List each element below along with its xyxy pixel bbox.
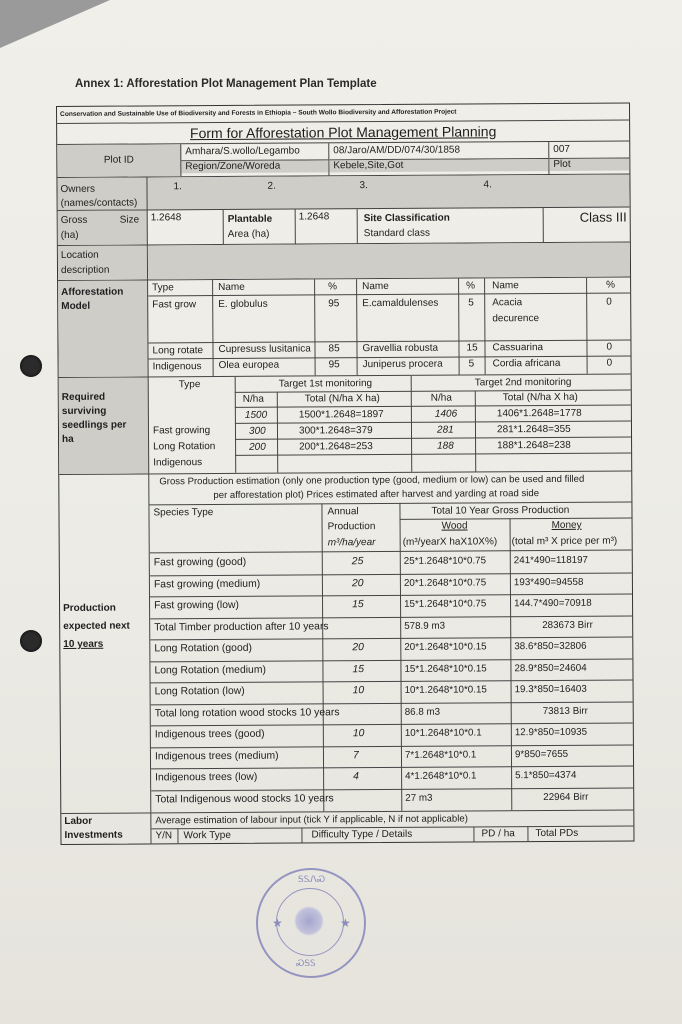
production-money: 5.1*850=4374 (515, 769, 577, 782)
labor-h-work: Work Type (183, 829, 231, 842)
production-species: Fast growing (medium) (153, 578, 261, 590)
production-h-wood: Wood (441, 520, 468, 532)
plot-value: 007 (553, 143, 570, 155)
production-money: 283673 Birr (542, 619, 593, 631)
gross-label: Gross (60, 214, 88, 226)
production-row-divider (150, 636, 632, 640)
labor-label-cell (61, 813, 151, 844)
annex-title: Annex 1: Afforestation Plot Management Plan Template (75, 78, 377, 90)
seedlings-h-target2: Target 2nd monitoring (474, 376, 572, 389)
project-header: Conservation and Sustainable Use of Biodiversity and Forests in Ethiopia – South Wollo Biodiversity and Afforestation Project (60, 108, 457, 118)
location-label-cell (58, 245, 148, 280)
production-row-divider (151, 765, 633, 769)
seedlings-h-nha-2: N/ha (430, 392, 452, 404)
model-row-name-1: Cupresuss lusitanica (218, 343, 311, 356)
production-annual: 15 (352, 599, 364, 611)
area-label: Area (ha) (227, 228, 270, 240)
site-class-cell (358, 208, 544, 243)
seedlings-h-type: Type (178, 379, 201, 391)
production-total-label: Total long rotation wood stocks 10 years (154, 706, 340, 719)
production-money: 9*850=7655 (514, 748, 569, 760)
seedlings-label-a: Required (61, 391, 106, 403)
model-h-pct-1: % (328, 281, 338, 293)
production-wood: 10*1.2648*10*0.15 (404, 684, 487, 696)
production-money: 193*490=94558 (513, 576, 584, 588)
production-money: 19.3*850=16403 (514, 683, 587, 696)
plot-cell (549, 141, 629, 173)
kebele-label: Kebele,Site,Got (329, 159, 548, 172)
model-h-type: Type (152, 282, 174, 294)
production-species: Indigenous trees (medium) (154, 750, 279, 762)
model-row-name-2: E.camaldulenses (362, 297, 439, 310)
production-row-divider (151, 701, 633, 705)
model-label: Afforestation (61, 286, 124, 298)
model-row-pct-3: 0 (606, 357, 613, 369)
model-row-pct-1: 95 (328, 359, 340, 371)
production-species: Indigenous trees (good) (154, 728, 265, 741)
plot-id-label: Plot ID (57, 144, 181, 177)
model-row-type: Indigenous (152, 361, 202, 373)
model-h-pct-3: % (606, 279, 616, 291)
gross-size-label: Size (119, 214, 140, 226)
seedlings-row-n1: 300 (248, 425, 266, 437)
production-total-label: Total Indigenous wood stocks 10 years (155, 792, 334, 805)
production-label-c: 10 years (63, 638, 104, 650)
standard-class-label: Standard class (363, 227, 430, 240)
production-wood: 20*1.2648*10*0.15 (404, 641, 487, 653)
gross-value: 1.2648 (148, 210, 224, 244)
production-money: 12.9*850=10935 (514, 726, 588, 739)
production-species: Long Rotation (medium) (154, 664, 266, 676)
model-row-pct-1: 85 (328, 343, 340, 355)
production-annual: 15 (352, 663, 365, 675)
labor-label-b: Investments (64, 829, 123, 841)
model-row-type: Fast grow (152, 299, 197, 311)
production-wood: 7*1.2648*10*0.1 (404, 748, 477, 761)
production-label-cell (59, 474, 151, 813)
production-row-divider (151, 679, 633, 683)
kebele-value: 08/Jaro/AM/DD/074/30/1858 (333, 144, 461, 157)
production-wood: 25*1.2648*10*0.75 (403, 555, 487, 567)
location-label: Location (60, 249, 99, 261)
punch-hole-bottom (20, 630, 42, 652)
seedlings-row (59, 374, 632, 474)
model-row-name-3: Acacia (492, 297, 523, 309)
production-total-label: Total Timber production after 10 years (154, 620, 329, 633)
seedlings-label-b: surviving (61, 405, 107, 417)
plantable-label: Plantable (227, 213, 273, 225)
model-row-pct-3: 0 (606, 341, 613, 353)
model-row-pct-2: 5 (468, 358, 475, 370)
labor-row (61, 810, 633, 843)
seedlings-row-t2: 281*1.2648=355 (496, 423, 571, 436)
labor-h-yn: Y/N (155, 830, 173, 842)
production-wood: 578.9 m3 (404, 620, 446, 632)
owners-sublabel: (names/contacts) (60, 197, 138, 209)
location-row (58, 242, 630, 280)
production-h-annual-3: m³/ha/year (327, 537, 376, 549)
model-row-name-3: Cassuarina (492, 342, 544, 354)
seedlings-row-n1: 1500 (244, 409, 268, 421)
description-label: description (60, 264, 110, 276)
production-annual: 7 (352, 749, 359, 761)
seedlings-row-t1: 1500*1.2648=1897 (298, 409, 384, 421)
model-row-name-1: Olea europea (218, 359, 280, 372)
region-value: Amhara/S.wollo/Legambo (185, 145, 300, 158)
model-row-name-2: Gravellia robusta (362, 342, 439, 355)
production-note-2: per afforestation plot) Prices estimated after harvest and yarding at road side (213, 488, 540, 502)
labor-h-diff: Difficulty Type / Details (311, 828, 413, 841)
production-wood: 27 m3 (405, 792, 433, 804)
model-row-name-2: Juniperus procera (362, 358, 443, 371)
owner-1: 1. (173, 181, 182, 193)
production-money: 38.6*850=32806 (514, 640, 587, 653)
production-wood: 86.8 m3 (404, 706, 441, 718)
production-wood: 20*1.2648*10*0.75 (403, 576, 487, 589)
production-money: 28.9*850=24604 (514, 662, 587, 674)
model-row-name-3: Cordia africana (492, 357, 561, 370)
seedlings-row-n1: 200 (249, 441, 266, 453)
planning-form (56, 102, 635, 844)
production-table (149, 471, 633, 812)
seedlings-row-type: Long Rotation (153, 441, 216, 453)
owner-4: 4. (483, 179, 492, 191)
seedlings-row-type: Indigenous (153, 457, 203, 469)
production-money: 241*490=118197 (513, 554, 589, 567)
owners-label-cell (57, 177, 147, 210)
punch-hole-top (20, 355, 42, 377)
production-species: Long Rotation (good) (154, 642, 252, 655)
production-label-a: Production (63, 602, 116, 614)
production-row-divider (151, 722, 633, 726)
production-h-annual-2: Production (327, 521, 376, 533)
model-row-type: Long rotate (152, 345, 204, 357)
production-row (59, 471, 633, 813)
production-annual: 10 (352, 685, 365, 697)
model-sublabel: Model (61, 300, 91, 312)
owner-2: 2. (267, 180, 276, 192)
production-species: Long Rotation (low) (154, 685, 245, 698)
seedlings-h-total-1: Total (N/ha X ha) (304, 393, 380, 405)
location-value (148, 242, 630, 279)
production-species: Indigenous trees (low) (155, 771, 258, 784)
production-money: 144.7*490=70918 (514, 597, 592, 610)
production-h-total10: Total 10 Year Gross Production (431, 504, 570, 517)
owners-row (57, 174, 629, 210)
production-label-b: expected next (63, 620, 130, 632)
model-row-pct-3: 0 (606, 296, 612, 308)
production-annual: 25 (351, 556, 364, 568)
production-row-divider (151, 744, 633, 748)
labor-note: Average estimation of labour input (tick Y if applicable, N if not applicable) (155, 813, 468, 827)
seedlings-row-t1: 300*1.2648=379 (298, 425, 373, 437)
model-row-name-1: E. globulus (218, 298, 268, 311)
site-class-label: Site Classification (363, 212, 450, 225)
region-cell (181, 143, 329, 176)
class-value: Class III (579, 209, 627, 225)
production-money: 22964 Birr (543, 791, 589, 803)
region-label: Region/Zone/Woreda (181, 160, 328, 173)
model-row-pct-1: 95 (328, 298, 340, 310)
production-h-money-unit: (total m³ X price per m³) (511, 535, 618, 548)
production-h-annual-1: Annual (327, 506, 359, 518)
official-stamp: ★ ★ ᎦᏚᏁᏍ ᏍᎦᏚ (256, 868, 366, 978)
seedlings-label-c: seedlings per (61, 419, 127, 431)
model-h-name-2: Name (362, 280, 389, 293)
owner-3: 3. (359, 180, 368, 192)
seedlings-label-d: ha (62, 433, 74, 445)
labor-h-total: Total PDs (535, 827, 579, 840)
production-wood: 10*1.2648*10*0.1 (404, 727, 482, 739)
model-row-pct-2: 15 (466, 342, 478, 354)
production-note-1: Gross Production estimation (only one production type (good, medium or low) can be used and filled (159, 473, 585, 488)
production-species: Fast growing (low) (154, 599, 239, 612)
seedlings-h-nha-1: N/ha (242, 393, 264, 405)
plantable-value: 1.2648 (296, 209, 358, 243)
production-money: 73813 Birr (542, 705, 588, 717)
seedlings-row-n2: 188 (437, 440, 454, 452)
model-row-pct-2: 5 (468, 297, 474, 309)
seedlings-h-total-2: Total (N/ha X ha) (502, 391, 578, 404)
seedlings-row-type: Fast growing (152, 425, 211, 437)
plot-id-row (57, 141, 629, 177)
plot-label: Plot (549, 158, 629, 170)
plantable-cell (224, 210, 296, 244)
seedlings-row-n2: 281 (436, 424, 454, 436)
production-annual: 10 (352, 728, 365, 740)
labor-table (151, 810, 633, 843)
model-table (148, 277, 631, 376)
gross-unit-label: (ha) (60, 229, 79, 241)
production-h-species: Species Type (153, 507, 214, 519)
production-h-wood-unit: (m³/yearX haX10X%) (402, 536, 498, 548)
afforestation-model-row (58, 277, 631, 377)
seedlings-row-n2: 1406 (434, 408, 458, 420)
production-row-divider (150, 658, 632, 662)
folded-corner (0, 0, 110, 48)
form-title: Form for Afforestation Plot Management Planning (189, 123, 497, 142)
production-row-divider (150, 572, 632, 576)
gross-label-cell (58, 210, 148, 245)
model-row-name-3b: decurence (492, 313, 540, 325)
owners-values (147, 174, 629, 209)
model-h-name-3: Name (492, 280, 519, 292)
model-h-name-1: Name (218, 281, 245, 294)
production-wood: 4*1.2648*10*0.1 (405, 770, 477, 782)
owners-label: Owners (60, 183, 95, 195)
seedlings-row-t2: 1406*1.2648=1778 (496, 407, 582, 420)
production-h-money: Money (551, 519, 582, 531)
gross-size-row (58, 207, 630, 245)
model-h-pct-2: % (466, 280, 476, 292)
production-species: Fast growing (good) (153, 556, 247, 569)
production-wood: 15*1.2648*10*0.15 (404, 662, 487, 675)
seedlings-row-t2: 188*1.2648=238 (497, 439, 571, 452)
production-row-divider (150, 615, 632, 619)
production-wood: 15*1.2648*10*0.75 (404, 598, 487, 610)
seedlings-table (149, 374, 632, 473)
production-annual: 20 (351, 577, 364, 589)
production-row-divider (151, 787, 633, 791)
labor-label-a: Labor (64, 815, 93, 827)
kebele-cell (329, 142, 549, 175)
production-row-divider (150, 593, 632, 597)
seedlings-row-t1: 200*1.2648=253 (299, 441, 373, 453)
production-annual: 4 (353, 771, 359, 783)
production-annual: 20 (352, 642, 364, 654)
seedlings-label-cell (59, 377, 150, 474)
labor-h-pd: PD / ha (481, 828, 515, 840)
model-label-cell (58, 280, 149, 377)
seedlings-h-target1: Target 1st monitoring (278, 378, 373, 390)
